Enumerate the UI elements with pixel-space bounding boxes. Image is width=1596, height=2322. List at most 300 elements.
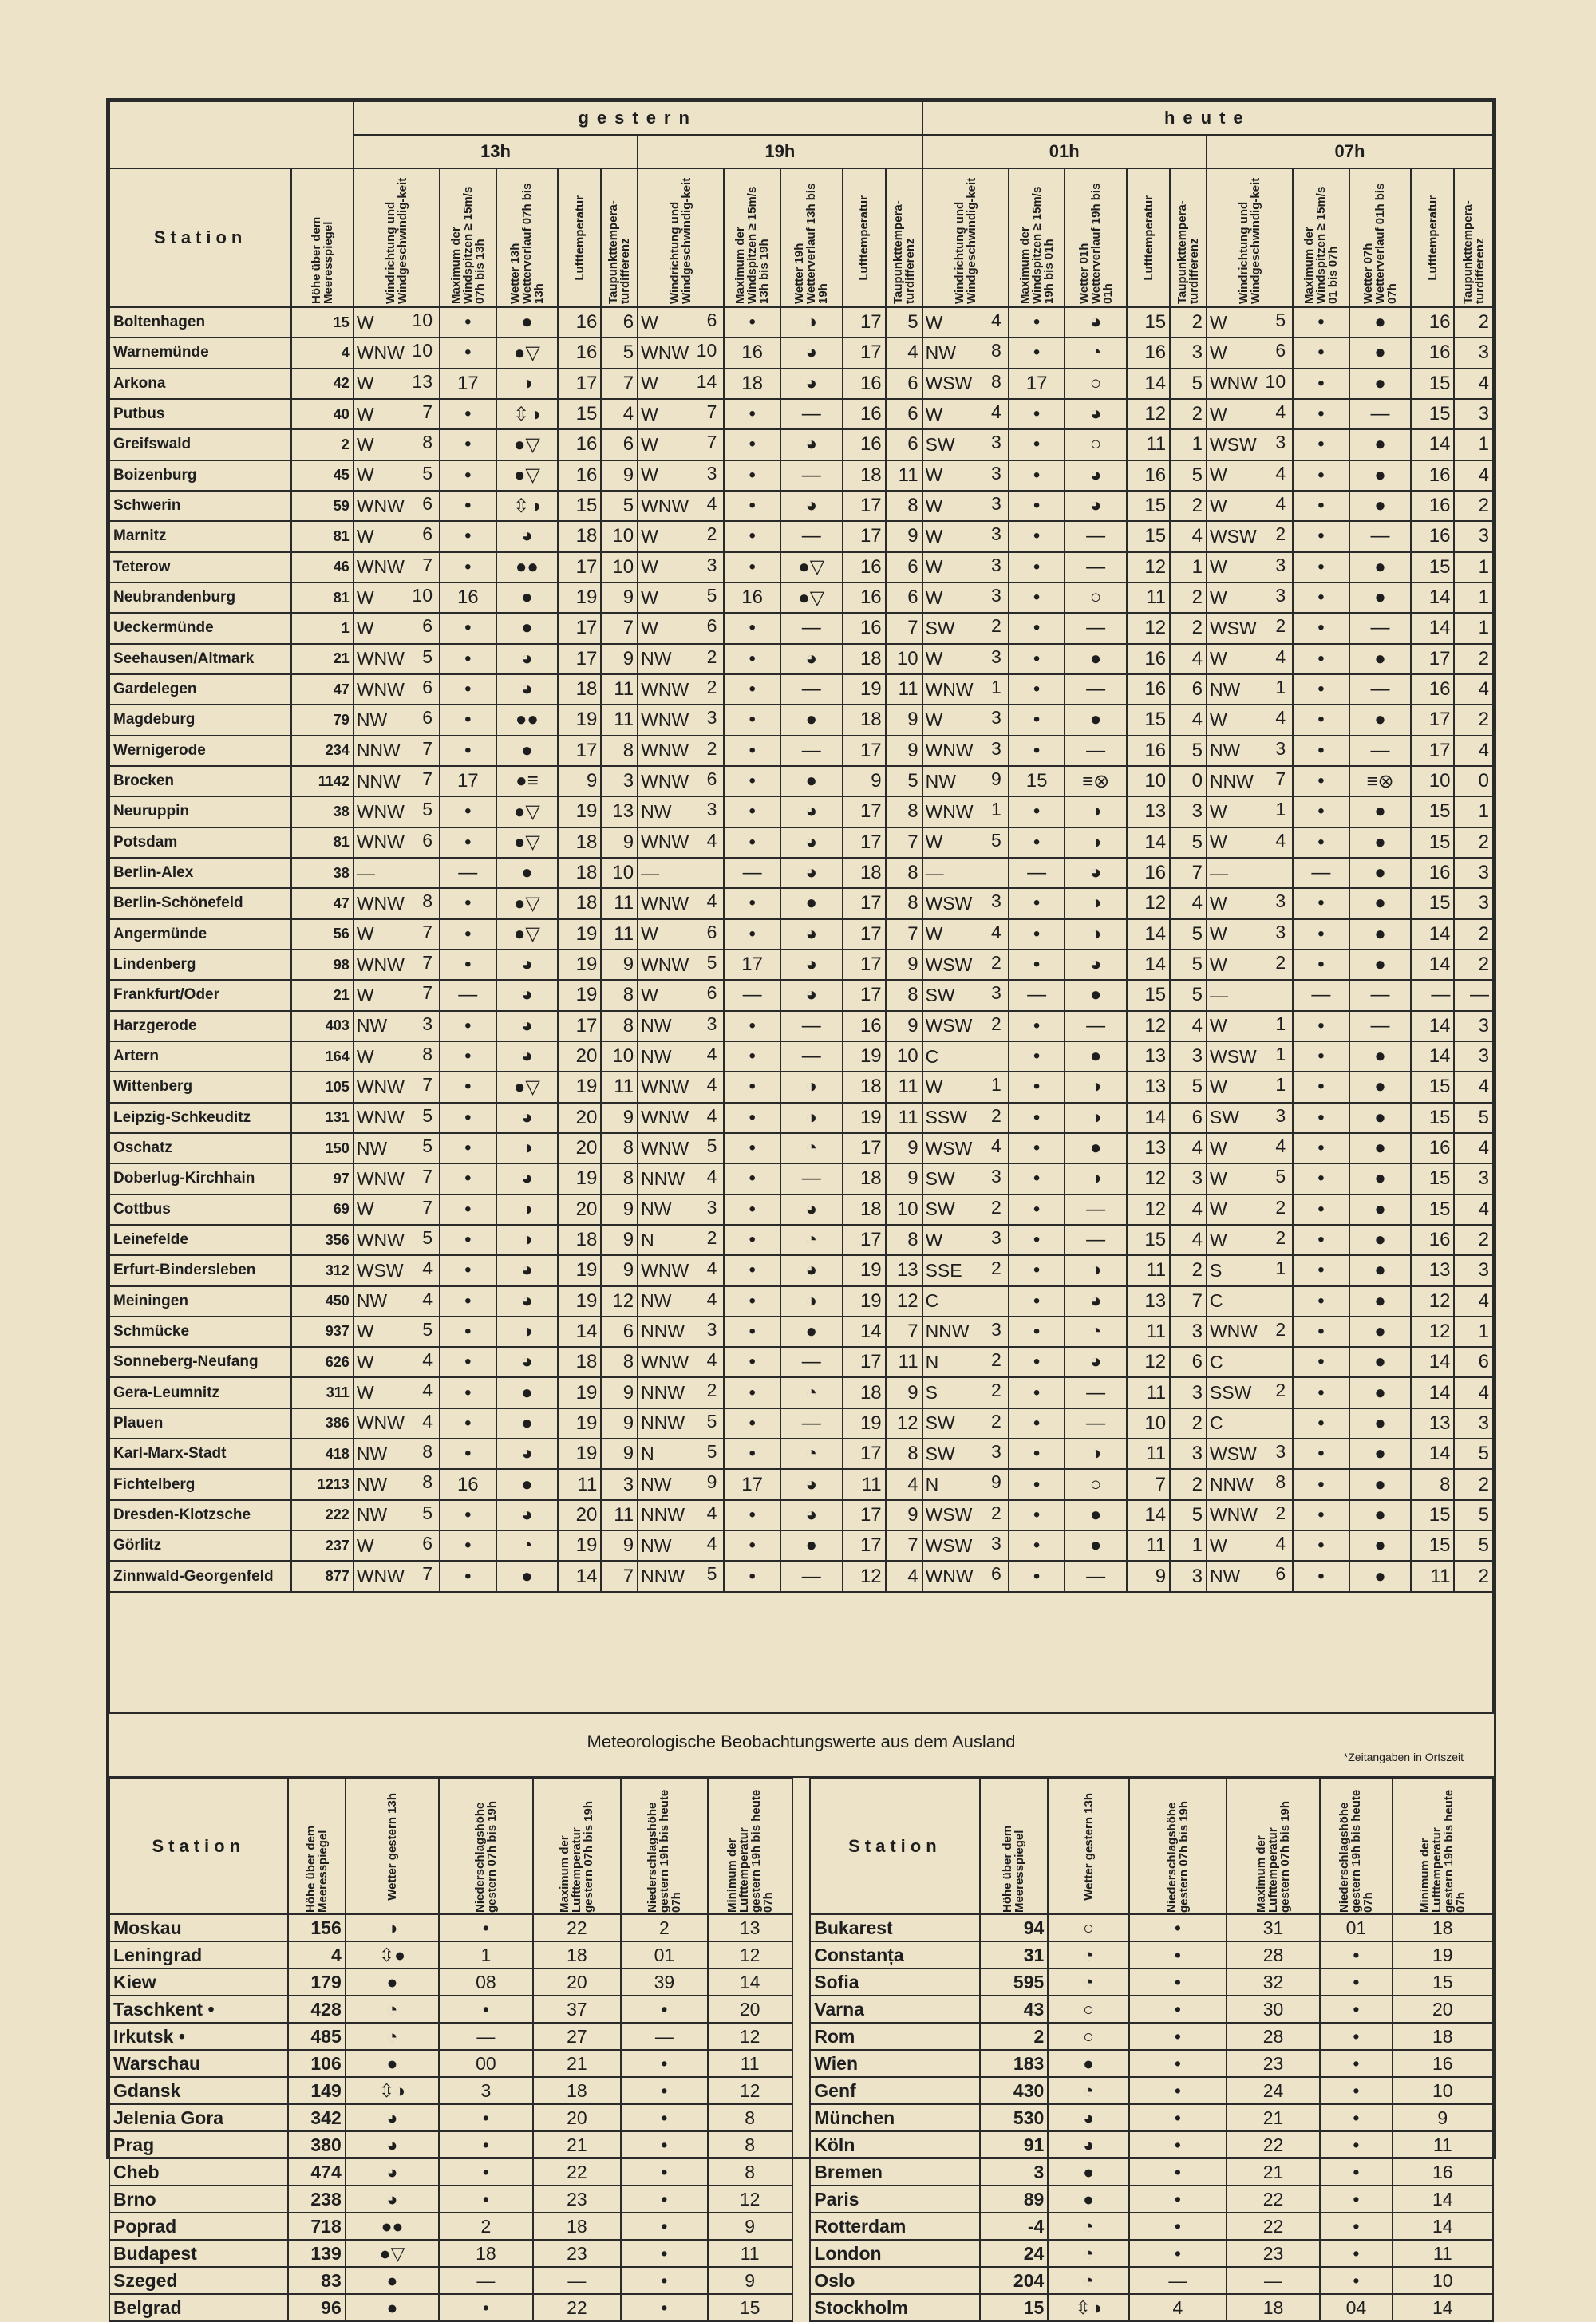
cell: • — [1129, 2050, 1227, 2077]
station-name: Bukarest — [810, 1914, 979, 1941]
cell: ● — [496, 1469, 559, 1499]
wind-direction: W — [356, 373, 374, 394]
wind-cell — [638, 888, 724, 918]
wind-direction: WSW — [1209, 1045, 1257, 1067]
cell: 3 — [1170, 1041, 1207, 1072]
cell: • — [440, 1133, 496, 1163]
cell: 15 — [1411, 888, 1454, 918]
cell: • — [621, 2294, 707, 2321]
wind-speed: 2 — [991, 1410, 1001, 1432]
cell: 9 — [601, 1530, 638, 1561]
cell: — — [1065, 552, 1127, 582]
cell: ● — [1349, 552, 1412, 582]
table-row — [109, 1286, 1493, 1317]
cell: • — [1293, 1133, 1349, 1163]
cell: 9 — [886, 1163, 922, 1194]
cell: 4 — [1170, 1011, 1207, 1041]
cell: 430 — [980, 2077, 1049, 2104]
station-name: Rom — [810, 2023, 979, 2050]
cell: 17 — [843, 888, 886, 918]
wind-speed: 3 — [991, 554, 1001, 575]
station-name: Marnitz — [109, 521, 291, 551]
cell: 6 — [1454, 1347, 1493, 1377]
wind-cell — [922, 1195, 1009, 1225]
wind-direction: W — [925, 1076, 943, 1097]
cell: • — [1009, 429, 1065, 460]
header-gestern: gestern — [354, 101, 922, 135]
cell: 23 — [533, 2186, 622, 2213]
cell: 5 — [1170, 827, 1207, 858]
station-name: Leipzig-Schkeuditz — [109, 1103, 291, 1133]
cell: 4 — [1170, 1225, 1207, 1255]
wind-direction: W — [925, 403, 943, 425]
cell: • — [1293, 399, 1349, 429]
cell: • — [1009, 1225, 1065, 1255]
domestic-table — [109, 101, 1494, 1593]
cell: 18 — [558, 827, 601, 858]
cell: 530 — [980, 2104, 1049, 2131]
cell: — — [1349, 736, 1412, 766]
cell: 3 — [1170, 1317, 1207, 1347]
cell: • — [1293, 369, 1349, 399]
station-name: Paris — [810, 2186, 979, 2213]
cell: • — [440, 307, 496, 338]
cell: 13 — [1127, 796, 1170, 827]
cell: • — [1293, 796, 1349, 827]
wind-speed: 4 — [1275, 492, 1286, 514]
altitude: 877 — [291, 1561, 354, 1592]
cell: • — [724, 705, 780, 735]
station-name: Gdansk — [109, 2077, 288, 2104]
column-header-label: Wetter gestern 13h — [1081, 1792, 1096, 1901]
cell: ◕ — [496, 674, 559, 705]
wind-cell — [1207, 1225, 1293, 1255]
cell: 12 — [708, 2077, 792, 2104]
cell: 4 — [1454, 369, 1493, 399]
wind-direction: WSW — [925, 1504, 973, 1526]
wind-direction: NW — [1209, 740, 1241, 761]
altitude: 38 — [291, 858, 354, 888]
wind-speed: 4 — [422, 1288, 433, 1309]
wind-speed: 4 — [991, 1135, 1001, 1156]
wind-direction: WNW — [641, 1076, 689, 1097]
column-header — [708, 1779, 792, 1914]
wind-direction: W — [641, 464, 658, 486]
cell: 2 — [1454, 1561, 1493, 1592]
wind-speed: 6 — [422, 615, 433, 637]
cell: 14 — [1411, 1011, 1454, 1041]
cell: 5 — [1170, 950, 1207, 980]
station-name: Schwerin — [109, 491, 291, 521]
wind-direction: NW — [641, 1045, 672, 1067]
cell: • — [1293, 338, 1349, 368]
cell: • — [440, 644, 496, 674]
wind-cell — [354, 1163, 440, 1194]
wind-speed: 5 — [422, 1318, 433, 1340]
wind-direction: W — [356, 1534, 374, 1556]
cell: ◕ — [780, 858, 843, 888]
gap — [792, 2131, 811, 2158]
wind-cell — [922, 766, 1009, 796]
altitude: 15 — [291, 307, 354, 338]
cell: ● — [1349, 582, 1412, 613]
cell: 11 — [1127, 1439, 1170, 1469]
wind-cell — [922, 491, 1009, 521]
cell: 17 — [558, 644, 601, 674]
cell: 342 — [288, 2104, 346, 2131]
wind-speed: 4 — [1275, 1533, 1286, 1554]
cell: 2 — [1170, 1255, 1207, 1285]
cell: • — [1293, 521, 1349, 551]
cell: 6 — [886, 552, 922, 582]
cell: 18 — [843, 1072, 886, 1102]
cell: ⇳◑ — [346, 2077, 439, 2104]
wind-direction: W — [641, 311, 658, 333]
wind-direction: — — [356, 862, 375, 883]
cell: 13 — [1127, 1133, 1170, 1163]
cell: ● — [1065, 1133, 1127, 1163]
station-name: Brno — [109, 2186, 288, 2213]
station-name: Berlin-Schönefeld — [109, 888, 291, 918]
cell: 1 — [1170, 1530, 1207, 1561]
cell: — — [1227, 2267, 1320, 2294]
wind-direction: WNW — [641, 678, 689, 700]
column-header-label: Maximum der Windspitzen ≥ 15m/s 13h bis 19h — [733, 186, 772, 304]
cell: ◕ — [1065, 950, 1127, 980]
cell: 4 — [1170, 705, 1207, 735]
wind-speed: 2 — [991, 1013, 1001, 1034]
cell: 9 — [843, 766, 886, 796]
cell: — — [1349, 521, 1412, 551]
cell: — — [439, 2023, 532, 2050]
cell: ◔ — [1048, 2213, 1129, 2240]
cell: • — [724, 1011, 780, 1041]
cell: 15 — [558, 399, 601, 429]
cell: 19 — [558, 950, 601, 980]
cell: 485 — [288, 2023, 346, 2050]
wind-cell — [638, 521, 724, 551]
wind-cell — [354, 613, 440, 643]
wind-speed: 4 — [1275, 829, 1286, 851]
cell: 19 — [558, 1439, 601, 1469]
cell: — — [1009, 980, 1065, 1010]
wind-cell — [922, 1561, 1009, 1592]
wind-cell — [1207, 1408, 1293, 1439]
cell: • — [724, 399, 780, 429]
cell: • — [1293, 613, 1349, 643]
column-header-label: Höhe über dem Meeresspiegel — [310, 216, 335, 304]
cell: • — [724, 552, 780, 582]
cell: 14 — [1127, 950, 1170, 980]
wind-direction: W — [1209, 800, 1227, 822]
column-header-label: Maximum der Lufttemperatur gestern 07h bis 19h — [1254, 1800, 1293, 1913]
wind-direction: WNW — [356, 831, 405, 853]
wind-cell — [638, 1377, 724, 1408]
wind-speed: 5 — [422, 1502, 433, 1523]
cell: ● — [496, 858, 559, 888]
wind-direction: SW — [1209, 1107, 1239, 1128]
cell: 22 — [1227, 2213, 1320, 2240]
wind-speed: 4 — [706, 1043, 717, 1064]
altitude: 40 — [291, 399, 354, 429]
cell: 0 — [1454, 766, 1493, 796]
cell: • — [724, 674, 780, 705]
wind-cell — [638, 1347, 724, 1377]
station-name: Erfurt-Bindersleben — [109, 1255, 291, 1285]
wind-speed: 1 — [991, 799, 1001, 820]
wind-speed: 3 — [1275, 1104, 1286, 1126]
wind-speed: 1 — [1275, 799, 1286, 820]
cell: 19 — [843, 1408, 886, 1439]
cell: 8 — [601, 980, 638, 1010]
cell: • — [440, 552, 496, 582]
cell: 7 — [1170, 858, 1207, 888]
wind-direction: N — [925, 1351, 939, 1372]
wind-speed: 6 — [1275, 340, 1286, 361]
wind-direction: W — [641, 373, 658, 394]
cell: • — [724, 1225, 780, 1255]
cell: 8 — [886, 491, 922, 521]
altitude: 937 — [291, 1317, 354, 1347]
cell: ● — [346, 2050, 439, 2077]
cell: • — [724, 1133, 780, 1163]
wind-speed: 6 — [706, 921, 717, 942]
cell: ◔ — [346, 1996, 439, 2023]
wind-speed: 2 — [1275, 1502, 1286, 1523]
table-row — [109, 2267, 1493, 2294]
cell: ● — [1048, 2186, 1129, 2213]
cell: 2 — [1454, 1469, 1493, 1499]
cell: ◕ — [496, 950, 559, 980]
station-name: Gardelegen — [109, 674, 291, 705]
wind-speed: 4 — [706, 1074, 717, 1096]
cell: 11 — [601, 1072, 638, 1102]
cell: 17 — [843, 919, 886, 950]
cell: 17 — [843, 1347, 886, 1377]
column-header-label: Höhe über dem Meeresspiegel — [1001, 1825, 1027, 1913]
wind-direction: W — [641, 433, 658, 455]
cell: 7 — [886, 827, 922, 858]
station-name: Sonneberg-Neufang — [109, 1347, 291, 1377]
column-header — [638, 168, 724, 307]
wind-direction: SW — [925, 433, 955, 455]
wind-speed: 2 — [991, 615, 1001, 637]
cell: ● — [780, 1530, 843, 1561]
wind-cell — [638, 1286, 724, 1317]
table-row — [109, 919, 1493, 950]
column-header — [1129, 1779, 1227, 1914]
cell: • — [1293, 919, 1349, 950]
cell: 2 — [1170, 1469, 1207, 1499]
wind-speed: 7 — [422, 554, 433, 575]
cell: • — [1009, 888, 1065, 918]
wind-direction: WNW — [641, 770, 689, 792]
cell: ⇳◑ — [1048, 2294, 1129, 2321]
cell: • — [440, 1225, 496, 1255]
cell: 3 — [1170, 338, 1207, 368]
wind-cell — [638, 766, 724, 796]
cell: ●● — [496, 552, 559, 582]
wind-speed: 7 — [1275, 768, 1286, 789]
cell: 4 — [1454, 460, 1493, 491]
cell: • — [724, 919, 780, 950]
station-name: Neubrandenburg — [109, 582, 291, 613]
cell: • — [1293, 307, 1349, 338]
cell: — — [1065, 1011, 1127, 1041]
cell: 14 — [1127, 1500, 1170, 1530]
cell: 4 — [1170, 1133, 1207, 1163]
cell: • — [724, 1255, 780, 1285]
cell: 13 — [1127, 1286, 1170, 1317]
wind-direction: WNW — [356, 342, 405, 363]
cell: 17 — [843, 827, 886, 858]
cell: 18 — [533, 1941, 622, 1969]
wind-direction: — — [1209, 862, 1228, 883]
wind-speed: 4 — [422, 1410, 433, 1432]
cell: 5 — [1454, 1439, 1493, 1469]
cell: 10 — [601, 858, 638, 888]
wind-speed: 3 — [706, 707, 717, 729]
cell: ●▽ — [496, 1072, 559, 1102]
cell: 474 — [288, 2158, 346, 2186]
cell: 5 — [1170, 980, 1207, 1010]
cell: 3 — [1170, 1561, 1207, 1592]
blank-area — [109, 1593, 1494, 1712]
cell: 18 — [1393, 2023, 1493, 2050]
cell: 12 — [708, 2023, 792, 2050]
wind-direction: W — [356, 1382, 374, 1404]
cell: 12 — [886, 1286, 922, 1317]
wind-direction: W — [1209, 342, 1227, 363]
wind-cell — [1207, 736, 1293, 766]
column-header-label: Maximum der Windspitzen ≥ 15m/s 01 bis 07h — [1302, 186, 1340, 304]
station-name: Szeged — [109, 2267, 288, 2294]
cell: • — [1009, 1133, 1065, 1163]
cell: ◑ — [1065, 1072, 1127, 1102]
cell: 89 — [980, 2186, 1049, 2213]
cell: ●▽ — [496, 888, 559, 918]
cell: ◑ — [496, 1225, 559, 1255]
cell: 7 — [601, 369, 638, 399]
cell: 19 — [558, 1163, 601, 1194]
cell: 18 — [1393, 1914, 1493, 1941]
cell: • — [1009, 919, 1065, 950]
wind-direction: W — [925, 923, 943, 945]
wind-direction: NW — [1209, 678, 1241, 700]
wind-speed: 10 — [412, 340, 433, 361]
cell: ⇳◑ — [496, 399, 559, 429]
cell: • — [440, 1500, 496, 1530]
cell: ◑ — [1065, 888, 1127, 918]
cell: • — [439, 1996, 532, 2023]
cell: 3 — [601, 1469, 638, 1499]
wind-cell — [1207, 1439, 1293, 1469]
cell: 10 — [1393, 2077, 1493, 2104]
cell: ◑ — [496, 369, 559, 399]
table-row — [109, 1530, 1493, 1561]
cell: ● — [1349, 1439, 1412, 1469]
cell: 2 — [1454, 705, 1493, 735]
wind-cell — [638, 613, 724, 643]
cell: • — [1009, 1469, 1065, 1499]
wind-cell — [638, 736, 724, 766]
altitude: 356 — [291, 1225, 354, 1255]
wind-cell — [638, 1163, 724, 1194]
cell: 16 — [1411, 1225, 1454, 1255]
wind-cell — [1207, 1041, 1293, 1072]
cell: 11 — [708, 2050, 792, 2077]
wind-cell — [638, 919, 724, 950]
wind-direction: W — [641, 984, 658, 1005]
table-row — [109, 766, 1493, 796]
cell: — — [724, 980, 780, 1010]
cell: 16 — [843, 613, 886, 643]
wind-cell — [354, 1439, 440, 1469]
wind-direction: NW — [356, 1504, 388, 1526]
station-name: Arkona — [109, 369, 291, 399]
cell: 11 — [558, 1469, 601, 1499]
wind-cell — [638, 858, 724, 888]
cell: • — [1009, 1317, 1065, 1347]
cell: ● — [1048, 2050, 1129, 2077]
station-name: Cottbus — [109, 1195, 291, 1225]
wind-direction: WSW — [1209, 617, 1257, 638]
wind-cell — [922, 950, 1009, 980]
wind-direction: W — [1209, 495, 1227, 516]
wind-direction: WNW — [356, 954, 405, 975]
table-row — [109, 1996, 1493, 2023]
wind-direction: NNW — [641, 1167, 685, 1189]
wind-cell — [638, 552, 724, 582]
wind-speed: 3 — [1275, 737, 1286, 759]
column-header-label: Taupunkttempera-turdifferenz — [606, 199, 633, 304]
wind-cell — [638, 950, 724, 980]
wind-direction: W — [925, 525, 943, 547]
wind-cell — [1207, 1500, 1293, 1530]
station-name: Genf — [810, 2077, 979, 2104]
wind-cell — [922, 1103, 1009, 1133]
cell: 11 — [1127, 582, 1170, 613]
cell: 3 — [980, 2158, 1049, 2186]
cell: 12 — [601, 1286, 638, 1317]
wind-cell — [354, 369, 440, 399]
wind-direction: C — [925, 1290, 939, 1312]
wind-cell — [354, 1317, 440, 1347]
wind-direction: W — [356, 984, 374, 1005]
cell: 15 — [1411, 552, 1454, 582]
wind-cell — [1207, 1530, 1293, 1561]
cell: 16 — [1411, 858, 1454, 888]
wind-cell — [638, 1469, 724, 1499]
wind-speed: 2 — [1275, 1226, 1286, 1248]
cell: • — [1009, 644, 1065, 674]
cell: ◔ — [780, 1377, 843, 1408]
wind-direction: W — [925, 831, 943, 853]
cell: ◕ — [780, 980, 843, 1010]
station-name: Karl-Marx-Stadt — [109, 1439, 291, 1469]
wind-speed: 4 — [991, 401, 1001, 422]
wind-direction: WNW — [356, 648, 405, 669]
altitude: 105 — [291, 1072, 354, 1102]
cell: 16 — [1127, 644, 1170, 674]
cell: — — [780, 460, 843, 491]
table-row — [109, 1133, 1493, 1163]
cell: ◕ — [1065, 399, 1127, 429]
wind-cell — [1207, 1377, 1293, 1408]
column-header — [922, 168, 1009, 307]
cell: — — [1065, 1377, 1127, 1408]
cell: 14 — [843, 1317, 886, 1347]
